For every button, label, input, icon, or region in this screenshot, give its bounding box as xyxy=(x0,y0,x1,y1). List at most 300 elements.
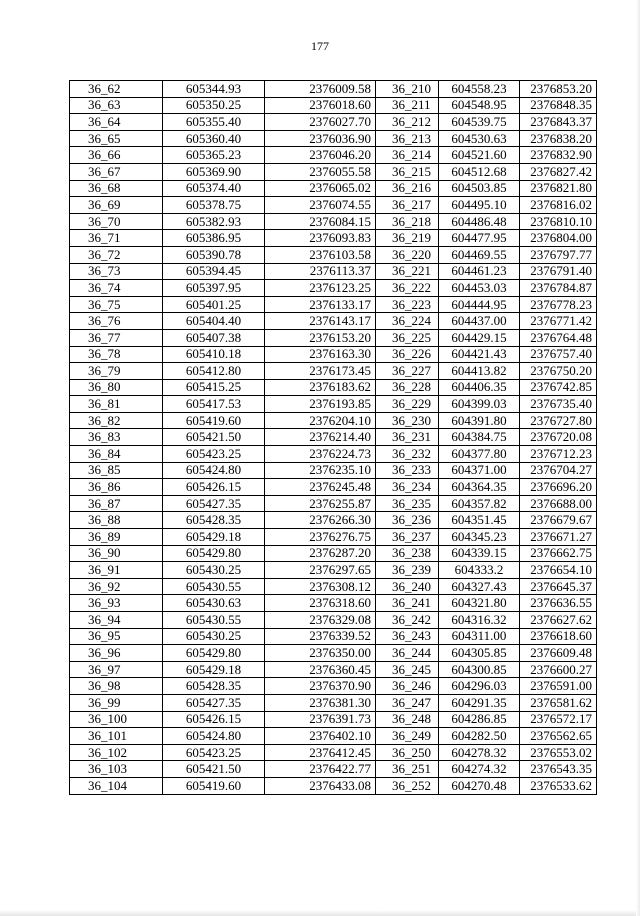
cell-point-id: 36_223 xyxy=(376,296,439,313)
cell-y-coordinate: 2376821.80 xyxy=(520,180,597,197)
cell-point-id: 36_102 xyxy=(70,744,163,761)
cell-x-coordinate: 605417.53 xyxy=(163,396,265,413)
cell-x-coordinate: 604321.80 xyxy=(439,595,520,612)
cell-point-id: 36_221 xyxy=(376,263,439,280)
cell-point-id: 36_228 xyxy=(376,379,439,396)
cell-x-coordinate: 605430.63 xyxy=(163,595,265,612)
cell-y-coordinate: 2376797.77 xyxy=(520,246,597,263)
table-row xyxy=(70,329,597,346)
cell-x-coordinate: 605429.18 xyxy=(163,529,265,546)
cell-x-coordinate: 604437.00 xyxy=(439,313,520,330)
cell-x-coordinate: 604530.63 xyxy=(439,130,520,147)
table-row xyxy=(70,545,597,562)
cell-point-id: 36_90 xyxy=(70,545,163,562)
cell-y-coordinate: 2376848.35 xyxy=(520,97,597,114)
table-row xyxy=(70,744,597,761)
cell-point-id: 36_242 xyxy=(376,612,439,629)
cell-point-id: 36_95 xyxy=(70,628,163,645)
cell-point-id: 36_247 xyxy=(376,694,439,711)
cell-x-coordinate: 604495.10 xyxy=(439,197,520,214)
cell-x-coordinate: 605374.40 xyxy=(163,180,265,197)
cell-point-id: 36_62 xyxy=(70,81,163,98)
cell-y-coordinate: 2376600.27 xyxy=(520,661,597,678)
cell-y-coordinate: 2376055.58 xyxy=(265,163,376,180)
table-row xyxy=(70,728,597,745)
cell-y-coordinate: 2376581.62 xyxy=(520,694,597,711)
cell-point-id: 36_96 xyxy=(70,645,163,662)
cell-point-id: 36_73 xyxy=(70,263,163,280)
cell-point-id: 36_92 xyxy=(70,578,163,595)
cell-y-coordinate: 2376727.80 xyxy=(520,412,597,429)
cell-point-id: 36_89 xyxy=(70,529,163,546)
cell-x-coordinate: 605397.95 xyxy=(163,280,265,297)
cell-y-coordinate: 2376838.20 xyxy=(520,130,597,147)
cell-y-coordinate: 2376791.40 xyxy=(520,263,597,280)
cell-x-coordinate: 605419.60 xyxy=(163,777,265,794)
cell-point-id: 36_64 xyxy=(70,114,163,131)
cell-point-id: 36_85 xyxy=(70,462,163,479)
cell-point-id: 36_76 xyxy=(70,313,163,330)
cell-point-id: 36_236 xyxy=(376,512,439,529)
cell-y-coordinate: 2376543.35 xyxy=(520,761,597,778)
cell-y-coordinate: 2376266.30 xyxy=(265,512,376,529)
cell-x-coordinate: 604453.03 xyxy=(439,280,520,297)
cell-x-coordinate: 604278.32 xyxy=(439,744,520,761)
cell-point-id: 36_81 xyxy=(70,396,163,413)
cell-y-coordinate: 2376764.48 xyxy=(520,329,597,346)
cell-x-coordinate: 605430.55 xyxy=(163,578,265,595)
cell-x-coordinate: 604316.32 xyxy=(439,612,520,629)
cell-point-id: 36_79 xyxy=(70,363,163,380)
cell-y-coordinate: 2376308.12 xyxy=(265,578,376,595)
cell-point-id: 36_104 xyxy=(70,777,163,794)
cell-y-coordinate: 2376591.00 xyxy=(520,678,597,695)
table-row xyxy=(70,645,597,662)
table-row xyxy=(70,429,597,446)
cell-x-coordinate: 604274.32 xyxy=(439,761,520,778)
cell-point-id: 36_213 xyxy=(376,130,439,147)
table-row xyxy=(70,379,597,396)
cell-x-coordinate: 605428.35 xyxy=(163,512,265,529)
cell-x-coordinate: 605401.25 xyxy=(163,296,265,313)
cell-y-coordinate: 2376084.15 xyxy=(265,213,376,230)
cell-point-id: 36_241 xyxy=(376,595,439,612)
cell-point-id: 36_232 xyxy=(376,446,439,463)
cell-x-coordinate: 604413.82 xyxy=(439,363,520,380)
cell-point-id: 36_230 xyxy=(376,412,439,429)
cell-y-coordinate: 2376360.45 xyxy=(265,661,376,678)
cell-point-id: 36_234 xyxy=(376,479,439,496)
cell-y-coordinate: 2376027.70 xyxy=(265,114,376,131)
cell-x-coordinate: 605355.40 xyxy=(163,114,265,131)
cell-y-coordinate: 2376609.48 xyxy=(520,645,597,662)
cell-point-id: 36_93 xyxy=(70,595,163,612)
cell-point-id: 36_99 xyxy=(70,694,163,711)
cell-point-id: 36_67 xyxy=(70,163,163,180)
cell-point-id: 36_250 xyxy=(376,744,439,761)
cell-y-coordinate: 2376712.23 xyxy=(520,446,597,463)
cell-y-coordinate: 2376778.23 xyxy=(520,296,597,313)
table-row xyxy=(70,296,597,313)
cell-point-id: 36_100 xyxy=(70,711,163,728)
table-row xyxy=(70,230,597,247)
cell-x-coordinate: 605369.90 xyxy=(163,163,265,180)
cell-x-coordinate: 605421.50 xyxy=(163,761,265,778)
table-row xyxy=(70,246,597,263)
cell-x-coordinate: 605421.50 xyxy=(163,429,265,446)
page-number: 177 xyxy=(311,39,329,53)
cell-point-id: 36_251 xyxy=(376,761,439,778)
cell-point-id: 36_210 xyxy=(376,81,439,98)
cell-x-coordinate: 605424.80 xyxy=(163,728,265,745)
cell-point-id: 36_243 xyxy=(376,628,439,645)
cell-point-id: 36_224 xyxy=(376,313,439,330)
cell-x-coordinate: 605378.75 xyxy=(163,197,265,214)
cell-y-coordinate: 2376183.62 xyxy=(265,379,376,396)
coordinates-table-body xyxy=(70,81,597,795)
cell-point-id: 36_219 xyxy=(376,230,439,247)
table-row xyxy=(70,147,597,164)
cell-x-coordinate: 604384.75 xyxy=(439,429,520,446)
cell-point-id: 36_233 xyxy=(376,462,439,479)
cell-x-coordinate: 604486.48 xyxy=(439,213,520,230)
cell-point-id: 36_91 xyxy=(70,562,163,579)
cell-y-coordinate: 2376046.20 xyxy=(265,147,376,164)
cell-x-coordinate: 605428.35 xyxy=(163,678,265,695)
cell-y-coordinate: 2376093.83 xyxy=(265,230,376,247)
cell-y-coordinate: 2376572.17 xyxy=(520,711,597,728)
cell-y-coordinate: 2376533.62 xyxy=(520,777,597,794)
cell-point-id: 36_244 xyxy=(376,645,439,662)
cell-y-coordinate: 2376810.10 xyxy=(520,213,597,230)
cell-y-coordinate: 2376553.02 xyxy=(520,744,597,761)
cell-y-coordinate: 2376433.08 xyxy=(265,777,376,794)
cell-y-coordinate: 2376318.60 xyxy=(265,595,376,612)
table-row xyxy=(70,280,597,297)
table-row xyxy=(70,197,597,214)
cell-point-id: 36_82 xyxy=(70,412,163,429)
cell-y-coordinate: 2376742.85 xyxy=(520,379,597,396)
cell-y-coordinate: 2376193.85 xyxy=(265,396,376,413)
table-row xyxy=(70,163,597,180)
cell-y-coordinate: 2376287.20 xyxy=(265,545,376,562)
cell-y-coordinate: 2376173.45 xyxy=(265,363,376,380)
cell-x-coordinate: 604282.50 xyxy=(439,728,520,745)
cell-point-id: 36_222 xyxy=(376,280,439,297)
cell-x-coordinate: 605404.40 xyxy=(163,313,265,330)
table-row xyxy=(70,363,597,380)
cell-point-id: 36_78 xyxy=(70,346,163,363)
cell-x-coordinate: 604364.35 xyxy=(439,479,520,496)
cell-point-id: 36_252 xyxy=(376,777,439,794)
cell-x-coordinate: 604421.43 xyxy=(439,346,520,363)
cell-point-id: 36_98 xyxy=(70,678,163,695)
cell-x-coordinate: 605365.23 xyxy=(163,147,265,164)
cell-point-id: 36_80 xyxy=(70,379,163,396)
cell-y-coordinate: 2376381.30 xyxy=(265,694,376,711)
table-row xyxy=(70,130,597,147)
cell-y-coordinate: 2376123.25 xyxy=(265,280,376,297)
cell-x-coordinate: 604503.85 xyxy=(439,180,520,197)
cell-point-id: 36_77 xyxy=(70,329,163,346)
cell-x-coordinate: 605426.15 xyxy=(163,711,265,728)
table-row xyxy=(70,446,597,463)
table-row xyxy=(70,562,597,579)
cell-x-coordinate: 605424.80 xyxy=(163,462,265,479)
cell-x-coordinate: 605429.18 xyxy=(163,661,265,678)
cell-y-coordinate: 2376329.08 xyxy=(265,612,376,629)
cell-x-coordinate: 605382.93 xyxy=(163,213,265,230)
cell-point-id: 36_212 xyxy=(376,114,439,131)
cell-x-coordinate: 604357.82 xyxy=(439,495,520,512)
cell-point-id: 36_66 xyxy=(70,147,163,164)
cell-x-coordinate: 604291.35 xyxy=(439,694,520,711)
table-row xyxy=(70,694,597,711)
cell-y-coordinate: 2376843.37 xyxy=(520,114,597,131)
cell-y-coordinate: 2376784.87 xyxy=(520,280,597,297)
cell-y-coordinate: 2376816.02 xyxy=(520,197,597,214)
cell-x-coordinate: 604477.95 xyxy=(439,230,520,247)
cell-y-coordinate: 2376827.42 xyxy=(520,163,597,180)
table-row xyxy=(70,512,597,529)
cell-y-coordinate: 2376103.58 xyxy=(265,246,376,263)
cell-point-id: 36_235 xyxy=(376,495,439,512)
cell-x-coordinate: 604539.75 xyxy=(439,114,520,131)
cell-y-coordinate: 2376704.27 xyxy=(520,462,597,479)
cell-y-coordinate: 2376204.10 xyxy=(265,412,376,429)
cell-y-coordinate: 2376771.42 xyxy=(520,313,597,330)
cell-point-id: 36_214 xyxy=(376,147,439,164)
cell-point-id: 36_94 xyxy=(70,612,163,629)
cell-y-coordinate: 2376662.75 xyxy=(520,545,597,562)
table-row xyxy=(70,114,597,131)
table-row xyxy=(70,578,597,595)
cell-y-coordinate: 2376018.60 xyxy=(265,97,376,114)
cell-point-id: 36_246 xyxy=(376,678,439,695)
cell-point-id: 36_217 xyxy=(376,197,439,214)
cell-x-coordinate: 604305.85 xyxy=(439,645,520,662)
cell-x-coordinate: 604548.95 xyxy=(439,97,520,114)
cell-x-coordinate: 604351.45 xyxy=(439,512,520,529)
table-row xyxy=(70,396,597,413)
cell-point-id: 36_68 xyxy=(70,180,163,197)
cell-x-coordinate: 604377.80 xyxy=(439,446,520,463)
cell-point-id: 36_103 xyxy=(70,761,163,778)
cell-x-coordinate: 605429.80 xyxy=(163,645,265,662)
cell-y-coordinate: 2376750.20 xyxy=(520,363,597,380)
cell-point-id: 36_239 xyxy=(376,562,439,579)
cell-point-id: 36_231 xyxy=(376,429,439,446)
cell-point-id: 36_72 xyxy=(70,246,163,263)
table-row xyxy=(70,462,597,479)
cell-y-coordinate: 2376214.40 xyxy=(265,429,376,446)
cell-x-coordinate: 605419.60 xyxy=(163,412,265,429)
cell-x-coordinate: 604512.68 xyxy=(439,163,520,180)
cell-point-id: 36_69 xyxy=(70,197,163,214)
table-row xyxy=(70,180,597,197)
cell-y-coordinate: 2376255.87 xyxy=(265,495,376,512)
cell-x-coordinate: 605360.40 xyxy=(163,130,265,147)
table-row xyxy=(70,777,597,794)
cell-x-coordinate: 605390.78 xyxy=(163,246,265,263)
table-row xyxy=(70,711,597,728)
cell-y-coordinate: 2376009.58 xyxy=(265,81,376,98)
cell-x-coordinate: 605350.25 xyxy=(163,97,265,114)
cell-x-coordinate: 604345.23 xyxy=(439,529,520,546)
cell-x-coordinate: 604371.00 xyxy=(439,462,520,479)
scan-edge-shadow-right xyxy=(636,0,640,916)
cell-x-coordinate: 605430.25 xyxy=(163,628,265,645)
cell-y-coordinate: 2376832.90 xyxy=(520,147,597,164)
coordinates-table xyxy=(69,80,597,795)
cell-point-id: 36_225 xyxy=(376,329,439,346)
cell-x-coordinate: 605394.45 xyxy=(163,263,265,280)
table-row xyxy=(70,263,597,280)
cell-x-coordinate: 604469.55 xyxy=(439,246,520,263)
cell-x-coordinate: 605344.93 xyxy=(163,81,265,98)
table-row xyxy=(70,761,597,778)
cell-point-id: 36_237 xyxy=(376,529,439,546)
cell-y-coordinate: 2376654.10 xyxy=(520,562,597,579)
table-row xyxy=(70,595,597,612)
cell-y-coordinate: 2376618.60 xyxy=(520,628,597,645)
cell-point-id: 36_88 xyxy=(70,512,163,529)
cell-y-coordinate: 2376224.73 xyxy=(265,446,376,463)
cell-point-id: 36_216 xyxy=(376,180,439,197)
cell-point-id: 36_227 xyxy=(376,363,439,380)
cell-y-coordinate: 2376720.08 xyxy=(520,429,597,446)
cell-x-coordinate: 604296.03 xyxy=(439,678,520,695)
cell-x-coordinate: 605430.25 xyxy=(163,562,265,579)
cell-y-coordinate: 2376804.00 xyxy=(520,230,597,247)
cell-y-coordinate: 2376235.10 xyxy=(265,462,376,479)
cell-point-id: 36_238 xyxy=(376,545,439,562)
cell-y-coordinate: 2376671.27 xyxy=(520,529,597,546)
cell-y-coordinate: 2376735.40 xyxy=(520,396,597,413)
cell-x-coordinate: 605430.55 xyxy=(163,612,265,629)
cell-y-coordinate: 2376402.10 xyxy=(265,728,376,745)
table-row xyxy=(70,81,597,98)
cell-y-coordinate: 2376412.45 xyxy=(265,744,376,761)
cell-x-coordinate: 604327.43 xyxy=(439,578,520,595)
cell-point-id: 36_97 xyxy=(70,661,163,678)
cell-point-id: 36_86 xyxy=(70,479,163,496)
table-row xyxy=(70,97,597,114)
cell-x-coordinate: 604461.23 xyxy=(439,263,520,280)
cell-x-coordinate: 604270.48 xyxy=(439,777,520,794)
cell-x-coordinate: 605407.38 xyxy=(163,329,265,346)
cell-y-coordinate: 2376696.20 xyxy=(520,479,597,496)
cell-x-coordinate: 604429.15 xyxy=(439,329,520,346)
cell-y-coordinate: 2376679.67 xyxy=(520,512,597,529)
cell-x-coordinate: 604333.2 xyxy=(439,562,520,579)
cell-y-coordinate: 2376422.77 xyxy=(265,761,376,778)
table-row xyxy=(70,213,597,230)
cell-x-coordinate: 605427.35 xyxy=(163,694,265,711)
cell-point-id: 36_101 xyxy=(70,728,163,745)
cell-y-coordinate: 2376074.55 xyxy=(265,197,376,214)
cell-x-coordinate: 604311.00 xyxy=(439,628,520,645)
cell-point-id: 36_211 xyxy=(376,97,439,114)
cell-x-coordinate: 605427.35 xyxy=(163,495,265,512)
cell-x-coordinate: 605426.15 xyxy=(163,479,265,496)
table-row xyxy=(70,661,597,678)
cell-point-id: 36_249 xyxy=(376,728,439,745)
cell-point-id: 36_248 xyxy=(376,711,439,728)
cell-x-coordinate: 605429.80 xyxy=(163,545,265,562)
cell-x-coordinate: 604339.15 xyxy=(439,545,520,562)
cell-y-coordinate: 2376636.55 xyxy=(520,595,597,612)
cell-y-coordinate: 2376245.48 xyxy=(265,479,376,496)
cell-point-id: 36_218 xyxy=(376,213,439,230)
table-row xyxy=(70,346,597,363)
table-row xyxy=(70,479,597,496)
cell-point-id: 36_70 xyxy=(70,213,163,230)
table-row xyxy=(70,678,597,695)
cell-y-coordinate: 2376339.52 xyxy=(265,628,376,645)
cell-point-id: 36_74 xyxy=(70,280,163,297)
cell-x-coordinate: 605423.25 xyxy=(163,744,265,761)
cell-y-coordinate: 2376143.17 xyxy=(265,313,376,330)
cell-y-coordinate: 2376350.00 xyxy=(265,645,376,662)
cell-point-id: 36_215 xyxy=(376,163,439,180)
cell-point-id: 36_71 xyxy=(70,230,163,247)
cell-x-coordinate: 604558.23 xyxy=(439,81,520,98)
cell-y-coordinate: 2376757.40 xyxy=(520,346,597,363)
cell-x-coordinate: 604391.80 xyxy=(439,412,520,429)
cell-y-coordinate: 2376370.90 xyxy=(265,678,376,695)
cell-point-id: 36_87 xyxy=(70,495,163,512)
cell-y-coordinate: 2376133.17 xyxy=(265,296,376,313)
cell-y-coordinate: 2376645.37 xyxy=(520,578,597,595)
cell-y-coordinate: 2376627.62 xyxy=(520,612,597,629)
cell-y-coordinate: 2376276.75 xyxy=(265,529,376,546)
cell-x-coordinate: 605415.25 xyxy=(163,379,265,396)
cell-x-coordinate: 604286.85 xyxy=(439,711,520,728)
cell-point-id: 36_220 xyxy=(376,246,439,263)
scan-edge-shadow xyxy=(0,910,640,916)
cell-y-coordinate: 2376391.73 xyxy=(265,711,376,728)
cell-point-id: 36_245 xyxy=(376,661,439,678)
cell-point-id: 36_226 xyxy=(376,346,439,363)
table-row xyxy=(70,529,597,546)
cell-point-id: 36_229 xyxy=(376,396,439,413)
cell-y-coordinate: 2376065.02 xyxy=(265,180,376,197)
cell-y-coordinate: 2376297.65 xyxy=(265,562,376,579)
table-row xyxy=(70,495,597,512)
table-row xyxy=(70,612,597,629)
cell-y-coordinate: 2376688.00 xyxy=(520,495,597,512)
cell-point-id: 36_83 xyxy=(70,429,163,446)
cell-point-id: 36_84 xyxy=(70,446,163,463)
cell-x-coordinate: 604406.35 xyxy=(439,379,520,396)
cell-y-coordinate: 2376113.37 xyxy=(265,263,376,280)
cell-x-coordinate: 605410.18 xyxy=(163,346,265,363)
cell-point-id: 36_63 xyxy=(70,97,163,114)
cell-y-coordinate: 2376036.90 xyxy=(265,130,376,147)
cell-x-coordinate: 605423.25 xyxy=(163,446,265,463)
cell-point-id: 36_65 xyxy=(70,130,163,147)
cell-x-coordinate: 604300.85 xyxy=(439,661,520,678)
cell-point-id: 36_75 xyxy=(70,296,163,313)
table-row xyxy=(70,628,597,645)
cell-x-coordinate: 604521.60 xyxy=(439,147,520,164)
cell-x-coordinate: 605412.80 xyxy=(163,363,265,380)
cell-y-coordinate: 2376853.20 xyxy=(520,81,597,98)
cell-y-coordinate: 2376163.30 xyxy=(265,346,376,363)
table-row xyxy=(70,313,597,330)
cell-x-coordinate: 604399.03 xyxy=(439,396,520,413)
